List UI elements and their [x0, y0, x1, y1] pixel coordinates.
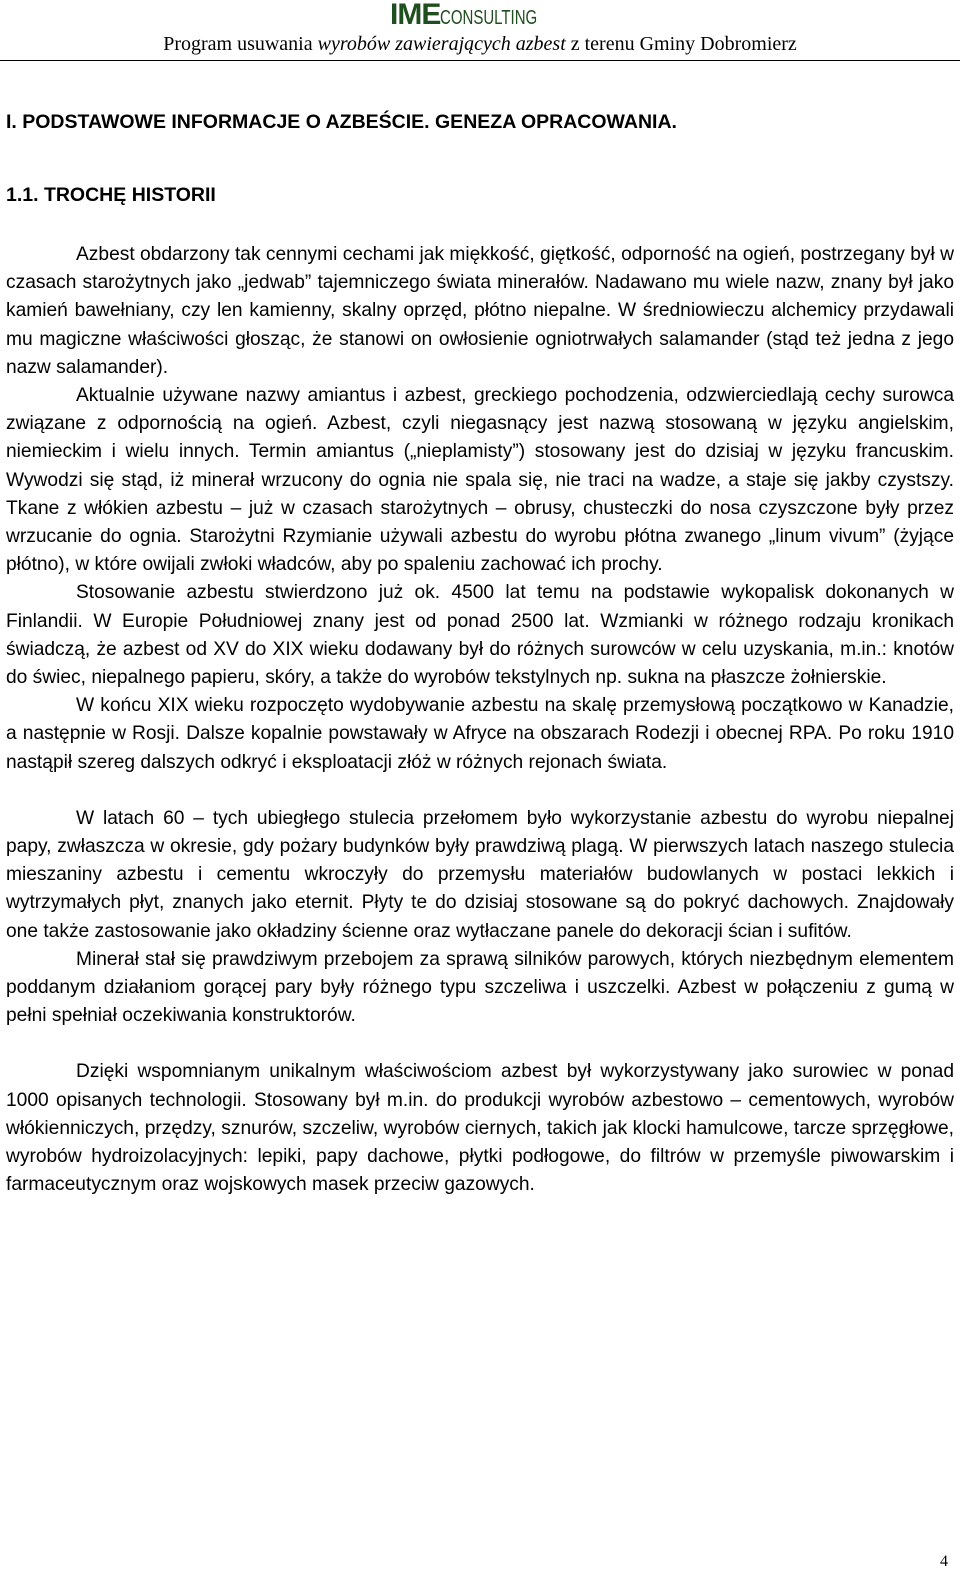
header-rule [0, 60, 960, 61]
logo-ime-text: IME [390, 0, 441, 31]
document-title [0, 33, 960, 56]
paragraph-spacer [6, 1030, 954, 1058]
title-part-2: z terenu Gminy Dobromierz [565, 33, 797, 55]
subsection-heading: 1.1. TROCHĘ HISTORII [6, 184, 216, 206]
section-heading: I. PODSTAWOWE INFORMACJE O AZBEŚCIE. GENEZA OPRACOWANIA. [6, 111, 677, 133]
page-header [0, 0, 960, 62]
title-part-italic: wyrobów zawierających azbest [317, 33, 566, 55]
paragraph: Aktualnie używane nazwy amiantus i azbest, greckiego pochodzenia, odzwierciedlają cechy surowca związane z odpornością na ogień. Azbest, czyli niegasnący jest nazwą stosowaną w języku angielskim, niemieckim i wielu innych. Termin amiantus („nieplamisty”) stosowany jest do dzisiaj w języku francuskim. Wywodzi się stąd, iż minerał wrzucony do ognia nie spala się, nie traci na wadze, a staje się jakby czystszy. Tkane z włókien azbestu – już w czasach starożytnych – obrusy, chusteczki do nosa czyszczone były przez wrzucanie do ognia. Starożytni Rzymianie używali azbestu do wyrobu płótna zwanego „linum vivum” (żyjące płótno), w które owijali zwłoki władców, aby po spaleniu zachować ich prochy. [6, 385, 954, 576]
paragraph: W końcu XIX wieku rozpoczęto wydobywanie azbestu na skalę przemysłową początkowo w Kanadzie, a następnie w Rosji. Dalsze kopalnie powstawały w Afryce na obszarach Rodezji i obecnej RPA. Po roku 1910 nastąpił szereg dalszych odkryć i eksploatacji złóż w różnych rejonach świata. [6, 695, 954, 773]
ime-consulting-logo [0, 0, 960, 30]
logo-consulting-text: CONSULTING [440, 7, 538, 29]
title-part-1: Program usuwania [163, 33, 318, 55]
paragraph: Stosowanie azbestu stwierdzono już ok. 4500 lat temu na podstawie wykopalisk dokonanych w Finlandii. W Europie Południowej znany jest od ponad 2500 lat. Wzmianki w różnego rodzaju kronikach świadczą, że azbest od XV do XIX wieku dodawany był do różnych surowców w celu uzyskania, m.in.: knotów do świec, niepalnego papieru, skóry, a także do wyrobów tekstylnych np. sukna na płaszcze żołnierskie. [6, 582, 954, 689]
document-body [6, 108, 954, 1200]
page-number: 4 [940, 1553, 948, 1570]
paragraph: Dzięki wspomnianym unikalnym właściwościom azbest był wykorzystywany jako surowiec w ponad 1000 opisanych technologii. Stosowany był m.in. do produkcji wyrobów azbestowo – cementowych, wyrobów włókienniczych, przędzy, sznurów, szczeliw, wyrobów ciernych, takich jak klocki hamulcowe, tarcze sprzęgłowe, wyrobów hydroizolacyjnych: lepiki, papy dachowe, płytki podłogowe, do filtrów w przemyśle piwowarskim i farmaceutycznym oraz wojskowych masek przeciw gazowych. [6, 1061, 954, 1196]
paragraph: Minerał stał się prawdziwym przebojem za sprawą silników parowych, których niezbędnym elementem poddanym działaniom gorącej pary były różnego typu szczeliwa i uszczelki. Azbest w połączeniu z gumą w pełni spełniał oczekiwania konstruktorów. [6, 948, 954, 1027]
paragraph: Azbest obdarzony tak cennymi cechami jak miękkość, giętkość, odporność na ogień, postrzegany był w czasach starożytnych jako „jedwab” tajemniczego świata minerałów. Nadawano mu wiele nazw, znany był jako kamień bawełniany, czy len kamienny, skalny oprzęd, płótno niepalne. W średniowieczu alchemicy przydawali mu magiczne właściwości głosząc, że stanowi on owłosienie ogniotrwałych salamander (stąd też jedna z jego nazw salamander). [6, 244, 954, 378]
paragraph: W latach 60 – tych ubiegłego stulecia przełomem było wykorzystanie azbestu do wyrobu niepalnej papy, zwłaszcza w okresie, gdy pożary budynków były prawdziwą plagą. W pierwszych latach naszego stulecia mieszaniny azbestu i cementu wkroczyły do przemysłu materiałów budowlanych w postaci lekkich i wytrzymałych płyt, znanych jako eternit. Płyty te do dzisiaj stosowane są do pokryć dachowych. Znajdowały one także zastosowanie jako okładziny ścienne oraz wytłaczane panele do dekoracji ścian i sufitów. [6, 807, 954, 942]
paragraph-spacer [6, 777, 954, 805]
